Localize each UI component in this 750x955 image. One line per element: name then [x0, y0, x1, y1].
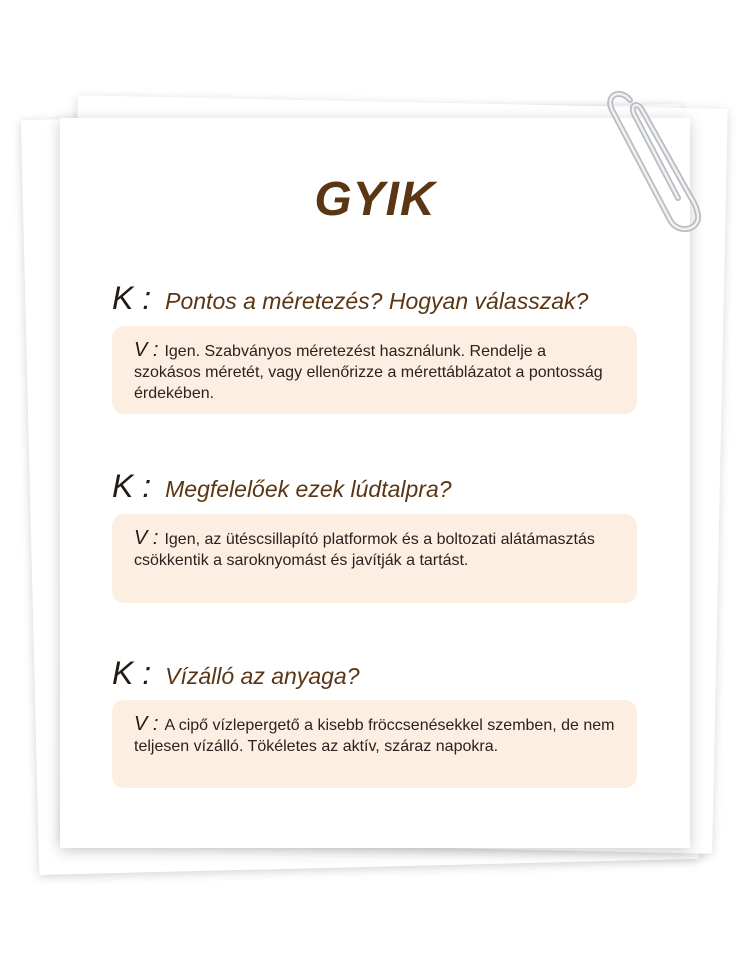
- answer-text: Igen. Szabványos méretezést használunk. Rendelje a szokásos méretét, vagy ellenőrizze a mérettáblázatot a pontosság érdekében.: [134, 343, 603, 402]
- question-text: Megfelelőek ezek lúdtalpra?: [165, 476, 452, 502]
- faq-question-2: [112, 468, 452, 505]
- answer-prefix: V :: [134, 713, 159, 735]
- question-prefix: K :: [112, 655, 152, 691]
- question-text: Vízálló az anyaga?: [165, 663, 360, 689]
- answer-text: A cipő vízlepergető a kisebb fröccsenésekkel szemben, de nem teljesen vízálló. Tökéletes az aktív, száraz napokra.: [134, 717, 615, 755]
- faq-answer-2: [112, 514, 637, 603]
- answer-prefix: V :: [134, 527, 159, 549]
- question-prefix: K :: [112, 280, 152, 316]
- faq-answer-1: [112, 326, 637, 414]
- faq-question-1: [112, 280, 588, 317]
- question-prefix: K :: [112, 468, 152, 504]
- page-title: GYIK: [314, 173, 436, 226]
- question-text: Pontos a méretezés? Hogyan válasszak?: [165, 288, 589, 314]
- answer-text: Igen, az ütéscsillapító platformok és a boltozati alátámasztás csökkentik a saroknyomást és javítják a tartást.: [134, 531, 595, 569]
- faq-answer-3: [112, 700, 637, 788]
- faq-question-3: [112, 655, 359, 692]
- answer-prefix: V :: [134, 339, 159, 361]
